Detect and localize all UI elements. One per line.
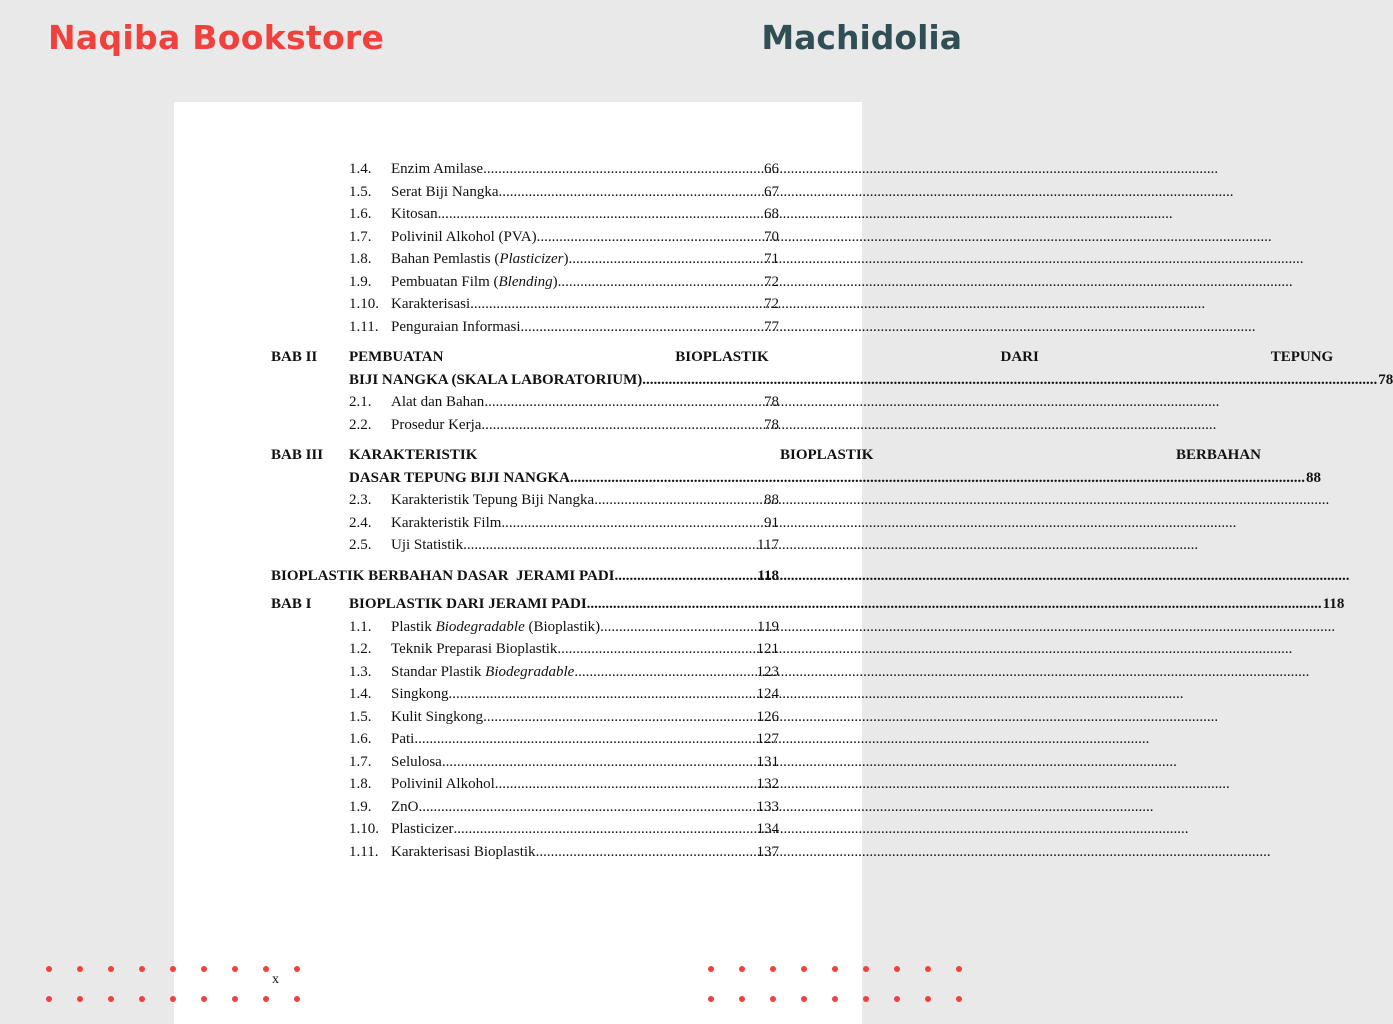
entry-title: Singkong	[391, 686, 449, 702]
toc-entry	[271, 683, 779, 706]
decorative-dot	[832, 996, 838, 1002]
decorative-dot	[925, 966, 931, 972]
entry-title: Selulosa	[391, 753, 442, 770]
decorative-dot	[232, 966, 238, 972]
entry-page-number: 78	[764, 416, 779, 433]
entry-page-number: 126	[756, 708, 779, 725]
toc-entry	[271, 203, 779, 226]
toc-chapter-bab1	[271, 593, 1345, 616]
entry-number: 2.2.	[349, 416, 372, 433]
entry-number: 1.7.	[349, 753, 372, 770]
entry-page-number: 134	[756, 821, 779, 837]
decorative-dot	[201, 996, 207, 1002]
decorative-dot	[925, 996, 931, 1002]
decorative-dot	[139, 996, 145, 1002]
decorative-dot	[170, 996, 176, 1002]
entry-page-number: 88	[764, 492, 779, 508]
entry-page-number: 77	[764, 318, 779, 335]
decorative-dot	[294, 966, 300, 972]
entry-title: Polivinil Alkohol (PVA)	[391, 228, 537, 245]
decorative-dot	[863, 996, 869, 1002]
toc-entry	[271, 841, 779, 864]
decorative-dot	[770, 966, 776, 972]
chapter-title-line: BIOPLASTIK DARI JERAMI PADI ..... 118	[349, 593, 1344, 616]
toc-entry	[271, 728, 779, 751]
entry-number: 1.10.	[349, 296, 379, 312]
decorative-dot	[832, 966, 838, 972]
entry-number: 1.5.	[349, 183, 372, 200]
toc-chapter-bab3	[271, 444, 1322, 489]
entry-number: 1.4.	[349, 686, 372, 702]
toc-entry	[271, 751, 779, 774]
toc-group-bab2	[271, 391, 779, 436]
table-of-contents	[271, 158, 1393, 863]
entry-number: 1.8.	[349, 251, 372, 267]
decorative-dot-grid-left	[46, 966, 300, 1002]
entry-number: 2.1.	[349, 394, 372, 410]
chapter-page-number: 118	[1322, 596, 1345, 612]
entry-page-number: 78	[764, 394, 779, 410]
decorative-dot	[770, 996, 776, 1002]
entry-title: Karakteristik Tepung Biji Nangka	[391, 492, 595, 508]
decorative-dot	[46, 966, 52, 972]
entry-number: 1.6.	[349, 206, 372, 222]
entry-page-number: 127	[756, 731, 779, 747]
toc-entry	[271, 796, 779, 819]
entry-title: ZnO	[391, 798, 419, 815]
entry-page-number: 68	[764, 206, 779, 222]
entry-page-number: 66	[764, 161, 779, 177]
entry-title: Alat dan Bahan	[391, 394, 485, 410]
entry-number: 1.4.	[349, 161, 372, 177]
entry-number: 2.5.	[349, 537, 372, 553]
toc-entry	[271, 414, 779, 437]
toc-entry	[271, 706, 779, 729]
chapter-label: BAB II	[271, 349, 318, 365]
entry-title: Uji Statistik	[391, 537, 464, 553]
entry-title: Kulit Singkong	[391, 708, 484, 725]
entry-page-number: 133	[756, 798, 779, 815]
entry-number: 1.11.	[349, 318, 379, 335]
chapter-title-line2: BIJI NANGKA (SKALA LABORATORIUM) ..... 78	[349, 369, 1393, 392]
toc-entry	[271, 158, 779, 181]
decorative-dot	[708, 966, 714, 972]
decorative-dot	[46, 996, 52, 1002]
toc-entry	[271, 248, 779, 271]
entry-number: 1.1.	[349, 618, 372, 635]
entry-number: 1.9.	[349, 798, 372, 815]
toc-entry	[271, 181, 779, 204]
toc-chapter-bab2	[271, 346, 1393, 391]
entry-page-number: 71	[764, 251, 779, 267]
toc-group-bab1-continued	[271, 158, 779, 338]
toc-group-bab1-jerami	[271, 616, 779, 864]
chapter-title-line1: KARAKTERISTIK BIOPLASTIK BERBAHAN	[349, 447, 1262, 463]
decorative-dot	[894, 966, 900, 972]
decorative-dot	[294, 996, 300, 1002]
entry-page-number: 137	[756, 843, 779, 860]
page-number: x	[272, 972, 279, 987]
entry-page-number: 117	[757, 537, 779, 553]
chapter-page-number: 78	[1378, 371, 1393, 388]
entry-page-number: 72	[764, 273, 779, 290]
part-page-number: 118	[757, 567, 779, 584]
decorative-dot	[77, 966, 83, 972]
brand-naqiba-bookstore: Naqiba Bookstore	[48, 18, 385, 57]
entry-number: 2.3.	[349, 492, 372, 508]
toc-entry	[271, 391, 779, 414]
toc-entry	[271, 316, 779, 339]
decorative-dot	[708, 996, 714, 1002]
entry-page-number: 72	[764, 296, 779, 312]
entry-title: Enzim Amilase	[391, 161, 484, 177]
toc-entry	[271, 226, 779, 249]
entry-page-number: 121	[756, 641, 779, 657]
decorative-dot	[894, 996, 900, 1002]
entry-page-number: 123	[756, 663, 779, 680]
entry-number: 1.7.	[349, 228, 372, 245]
toc-part-heading: BIOPLASTIK BERBAHAN DASAR JERAMI PADI ..... 118	[271, 565, 779, 588]
chapter-label: BAB I	[271, 596, 312, 612]
decorative-dot	[77, 996, 83, 1002]
decorative-dot	[801, 966, 807, 972]
toc-entry	[271, 661, 779, 684]
toc-entry	[271, 638, 779, 661]
toc-entry	[271, 773, 779, 796]
entry-title: Teknik Preparasi Bioplastik	[391, 641, 558, 657]
entry-title: Karakterisasi	[391, 296, 471, 312]
entry-number: 2.4.	[349, 514, 372, 531]
entry-number: 1.2.	[349, 641, 372, 657]
entry-number: 1.3.	[349, 663, 372, 680]
entry-title: Polivinil Alkohol	[391, 776, 495, 792]
entry-page-number: 67	[764, 183, 779, 200]
entry-page-number: 131	[756, 753, 779, 770]
entry-title: Plastik Biodegradable (Bioplastik)	[391, 618, 601, 635]
entry-title: Plasticizer	[391, 821, 454, 837]
chapter-label: BAB III	[271, 447, 324, 463]
decorative-dot	[108, 966, 114, 972]
brand-machidolia: Machidolia	[761, 18, 962, 57]
entry-number: 1.5.	[349, 708, 372, 725]
toc-entry	[271, 271, 779, 294]
entry-title: Serat Biji Nangka	[391, 183, 499, 200]
decorative-dot-grid-right	[708, 966, 962, 1002]
entry-page-number: 91	[764, 514, 779, 531]
entry-page-number: 132	[756, 776, 779, 792]
entry-title: Kitosan	[391, 206, 438, 222]
decorative-dot	[739, 996, 745, 1002]
toc-entry	[271, 534, 779, 557]
toc-entry	[271, 512, 779, 535]
toc-entry	[271, 818, 779, 841]
decorative-dot	[739, 966, 745, 972]
entry-number: 1.10.	[349, 821, 379, 837]
entry-page-number: 70	[764, 228, 779, 245]
entry-title: Bahan Pemlastis (Plasticizer)	[391, 251, 569, 267]
decorative-dot	[108, 996, 114, 1002]
entry-title: Penguraian Informasi	[391, 318, 521, 335]
decorative-dot	[170, 966, 176, 972]
toc-entry	[271, 616, 779, 639]
decorative-dot	[201, 966, 207, 972]
decorative-dot	[956, 966, 962, 972]
toc-entry	[271, 489, 779, 512]
decorative-dot	[863, 966, 869, 972]
entry-number: 1.6.	[349, 731, 372, 747]
decorative-dot	[139, 966, 145, 972]
entry-number: 1.11.	[349, 843, 379, 860]
entry-page-number: 119	[757, 618, 779, 635]
decorative-dot	[956, 996, 962, 1002]
decorative-dot	[263, 966, 269, 972]
entry-page-number: 124	[756, 686, 779, 702]
chapter-title-line2: DASAR TEPUNG BIJI NANGKA ..... 88	[349, 467, 1321, 490]
entry-title: Prosedur Kerja	[391, 416, 482, 433]
entry-title: Standar Plastik Biodegradable	[391, 663, 575, 680]
entry-title: Pati	[391, 731, 415, 747]
document-page	[174, 102, 1393, 1024]
chapter-page-number: 88	[1306, 469, 1322, 486]
toc-entry	[271, 293, 779, 316]
entry-title: Karakteristik Film	[391, 514, 502, 531]
toc-group-bab3	[271, 489, 779, 557]
entry-number: 1.8.	[349, 776, 372, 792]
entry-title: Karakterisasi Bioplastik	[391, 843, 536, 860]
decorative-dot	[232, 996, 238, 1002]
chapter-title-line1: PEMBUATAN BIOPLASTIK DARI TEPUNG	[349, 349, 1334, 365]
entry-title: Pembuatan Film (Blending)	[391, 273, 558, 290]
decorative-dot	[263, 996, 269, 1002]
entry-number: 1.9.	[349, 273, 372, 290]
decorative-dot	[801, 996, 807, 1002]
